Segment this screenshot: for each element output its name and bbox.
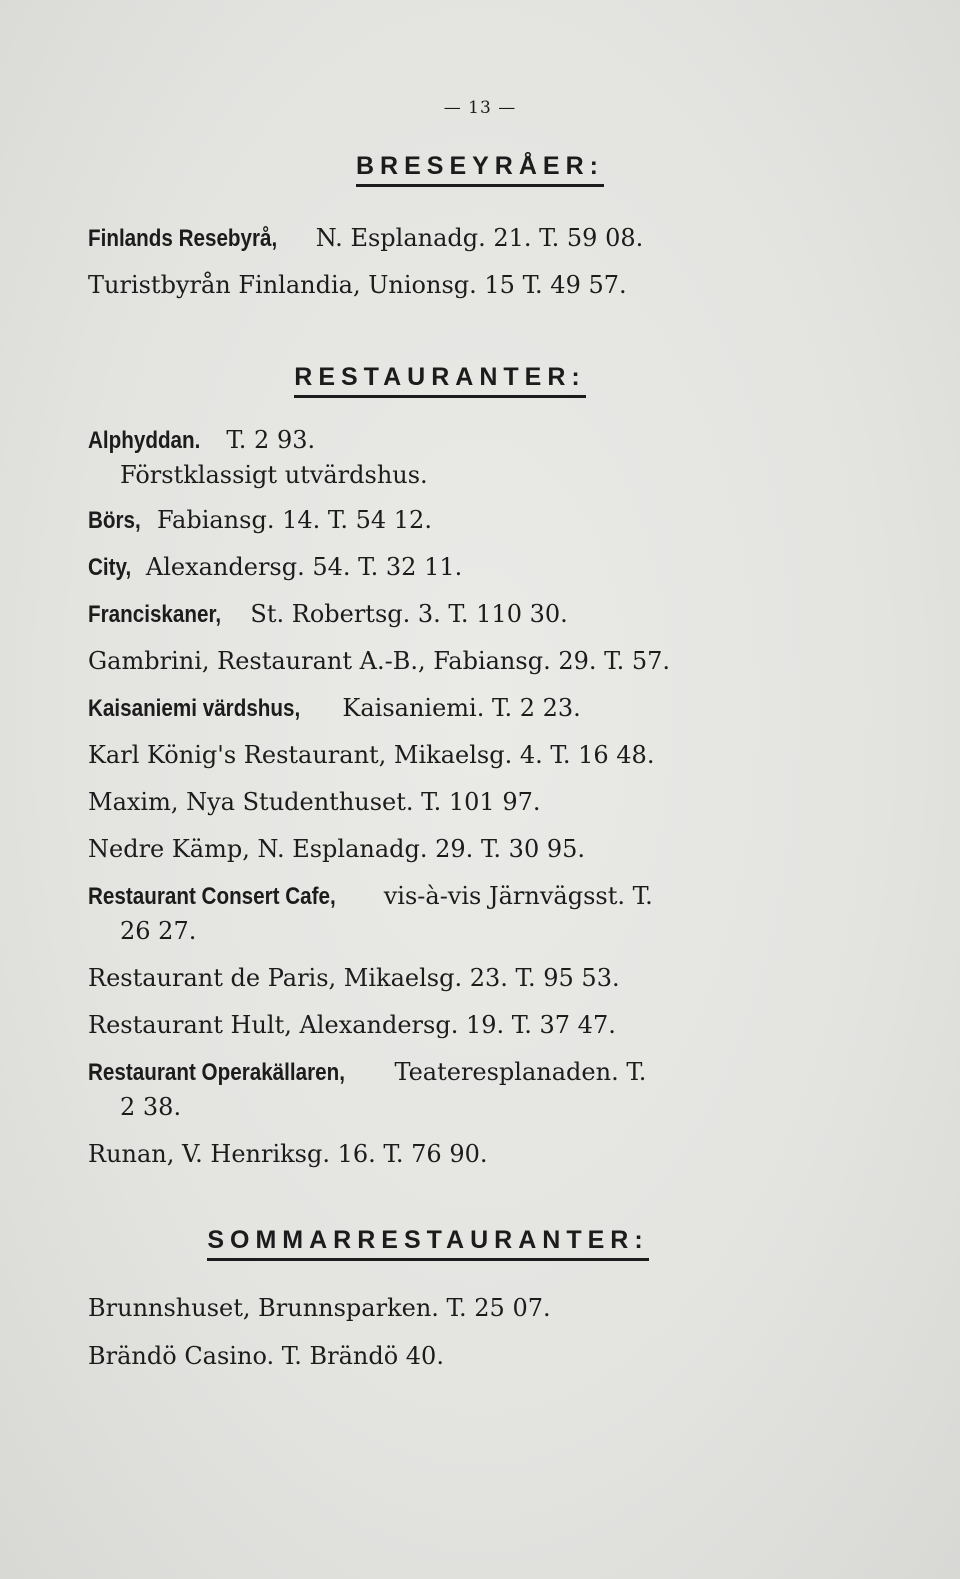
list-item	[88, 1005, 788, 1045]
section-heading-breseyraer: BRESEYRÅER:	[0, 152, 960, 187]
list-item	[88, 829, 788, 869]
entry-name: Restaurant Operakällaren,	[88, 1059, 345, 1086]
entry-text: Brändö Casino. T. Brändö 40.	[88, 1342, 444, 1370]
list-item	[88, 1288, 788, 1328]
list-item	[88, 265, 788, 305]
entry-text: Alexandersg. 54. T. 32 11.	[145, 553, 463, 581]
list-item	[88, 688, 788, 729]
list-item	[88, 958, 788, 998]
list-item	[88, 782, 788, 822]
list-item	[88, 1052, 788, 1127]
entry-text: Karl König's Restaurant, Mikaelsg. 4. T. 16 48.	[88, 741, 655, 769]
list-item	[88, 1336, 788, 1376]
entry-text: Turistbyrån Finlandia, Unionsg. 15 T. 49 57.	[88, 271, 627, 299]
entry-continuation: 26 27.	[120, 917, 197, 945]
list-item	[88, 876, 788, 951]
entry-text: Teateresplanaden. T.	[394, 1058, 647, 1086]
entry-text: Fabiansg. 14. T. 54 12.	[157, 506, 432, 534]
entry-name: Restaurant Consert Cafe,	[88, 883, 336, 910]
list-item	[88, 594, 788, 635]
entry-continuation: Förstklassigt utvärdshus.	[120, 461, 428, 489]
list-item	[88, 547, 788, 588]
entry-continuation: 2 38.	[120, 1093, 182, 1121]
list-item	[88, 735, 788, 775]
entry-text: Kaisaniemi. T. 2 23.	[342, 694, 581, 722]
entry-name: City,	[88, 554, 132, 581]
list-item	[88, 218, 788, 259]
list-item	[88, 500, 788, 541]
page-number: — 13 —	[443, 98, 517, 118]
section-heading-restauranter: RESTAURANTER:	[0, 363, 920, 398]
list-item	[88, 641, 788, 681]
list-item	[88, 420, 788, 495]
entry-text: Brunnshuset, Brunnsparken. T. 25 07.	[88, 1294, 551, 1322]
list-item	[88, 1134, 788, 1174]
entry-name: Kaisaniemi värdshus,	[88, 695, 301, 722]
entry-text: Maxim, Nya Studenthuset. T. 101 97.	[88, 788, 541, 816]
entry-text: Restaurant de Paris, Mikaelsg. 23. T. 95 53.	[88, 964, 620, 992]
section-heading-sommarrestauranter: SOMMARRESTAURANTER:	[0, 1226, 908, 1261]
entry-name: Franciskaner,	[88, 601, 222, 628]
entry-name: Finlands Resebyrå,	[88, 225, 278, 252]
entry-text: Gambrini, Restaurant A.-B., Fabiansg. 29. T. 57.	[88, 647, 671, 675]
entry-text: vis-à-vis Järnvägsst. T.	[383, 882, 653, 910]
entry-name: Alphyddan.	[88, 427, 201, 454]
entry-text: N. Esplanadg. 21. T. 59 08.	[315, 224, 644, 252]
entry-text: Runan, V. Henriksg. 16. T. 76 90.	[88, 1140, 488, 1168]
entry-text: Nedre Kämp, N. Esplanadg. 29. T. 30 95.	[88, 835, 586, 863]
entry-text: T. 2 93.	[226, 426, 316, 454]
entry-text: Restaurant Hult, Alexandersg. 19. T. 37 47.	[88, 1011, 616, 1039]
entry-text: St. Robertsg. 3. T. 110 30.	[250, 600, 568, 628]
entry-name: Börs,	[88, 507, 141, 534]
